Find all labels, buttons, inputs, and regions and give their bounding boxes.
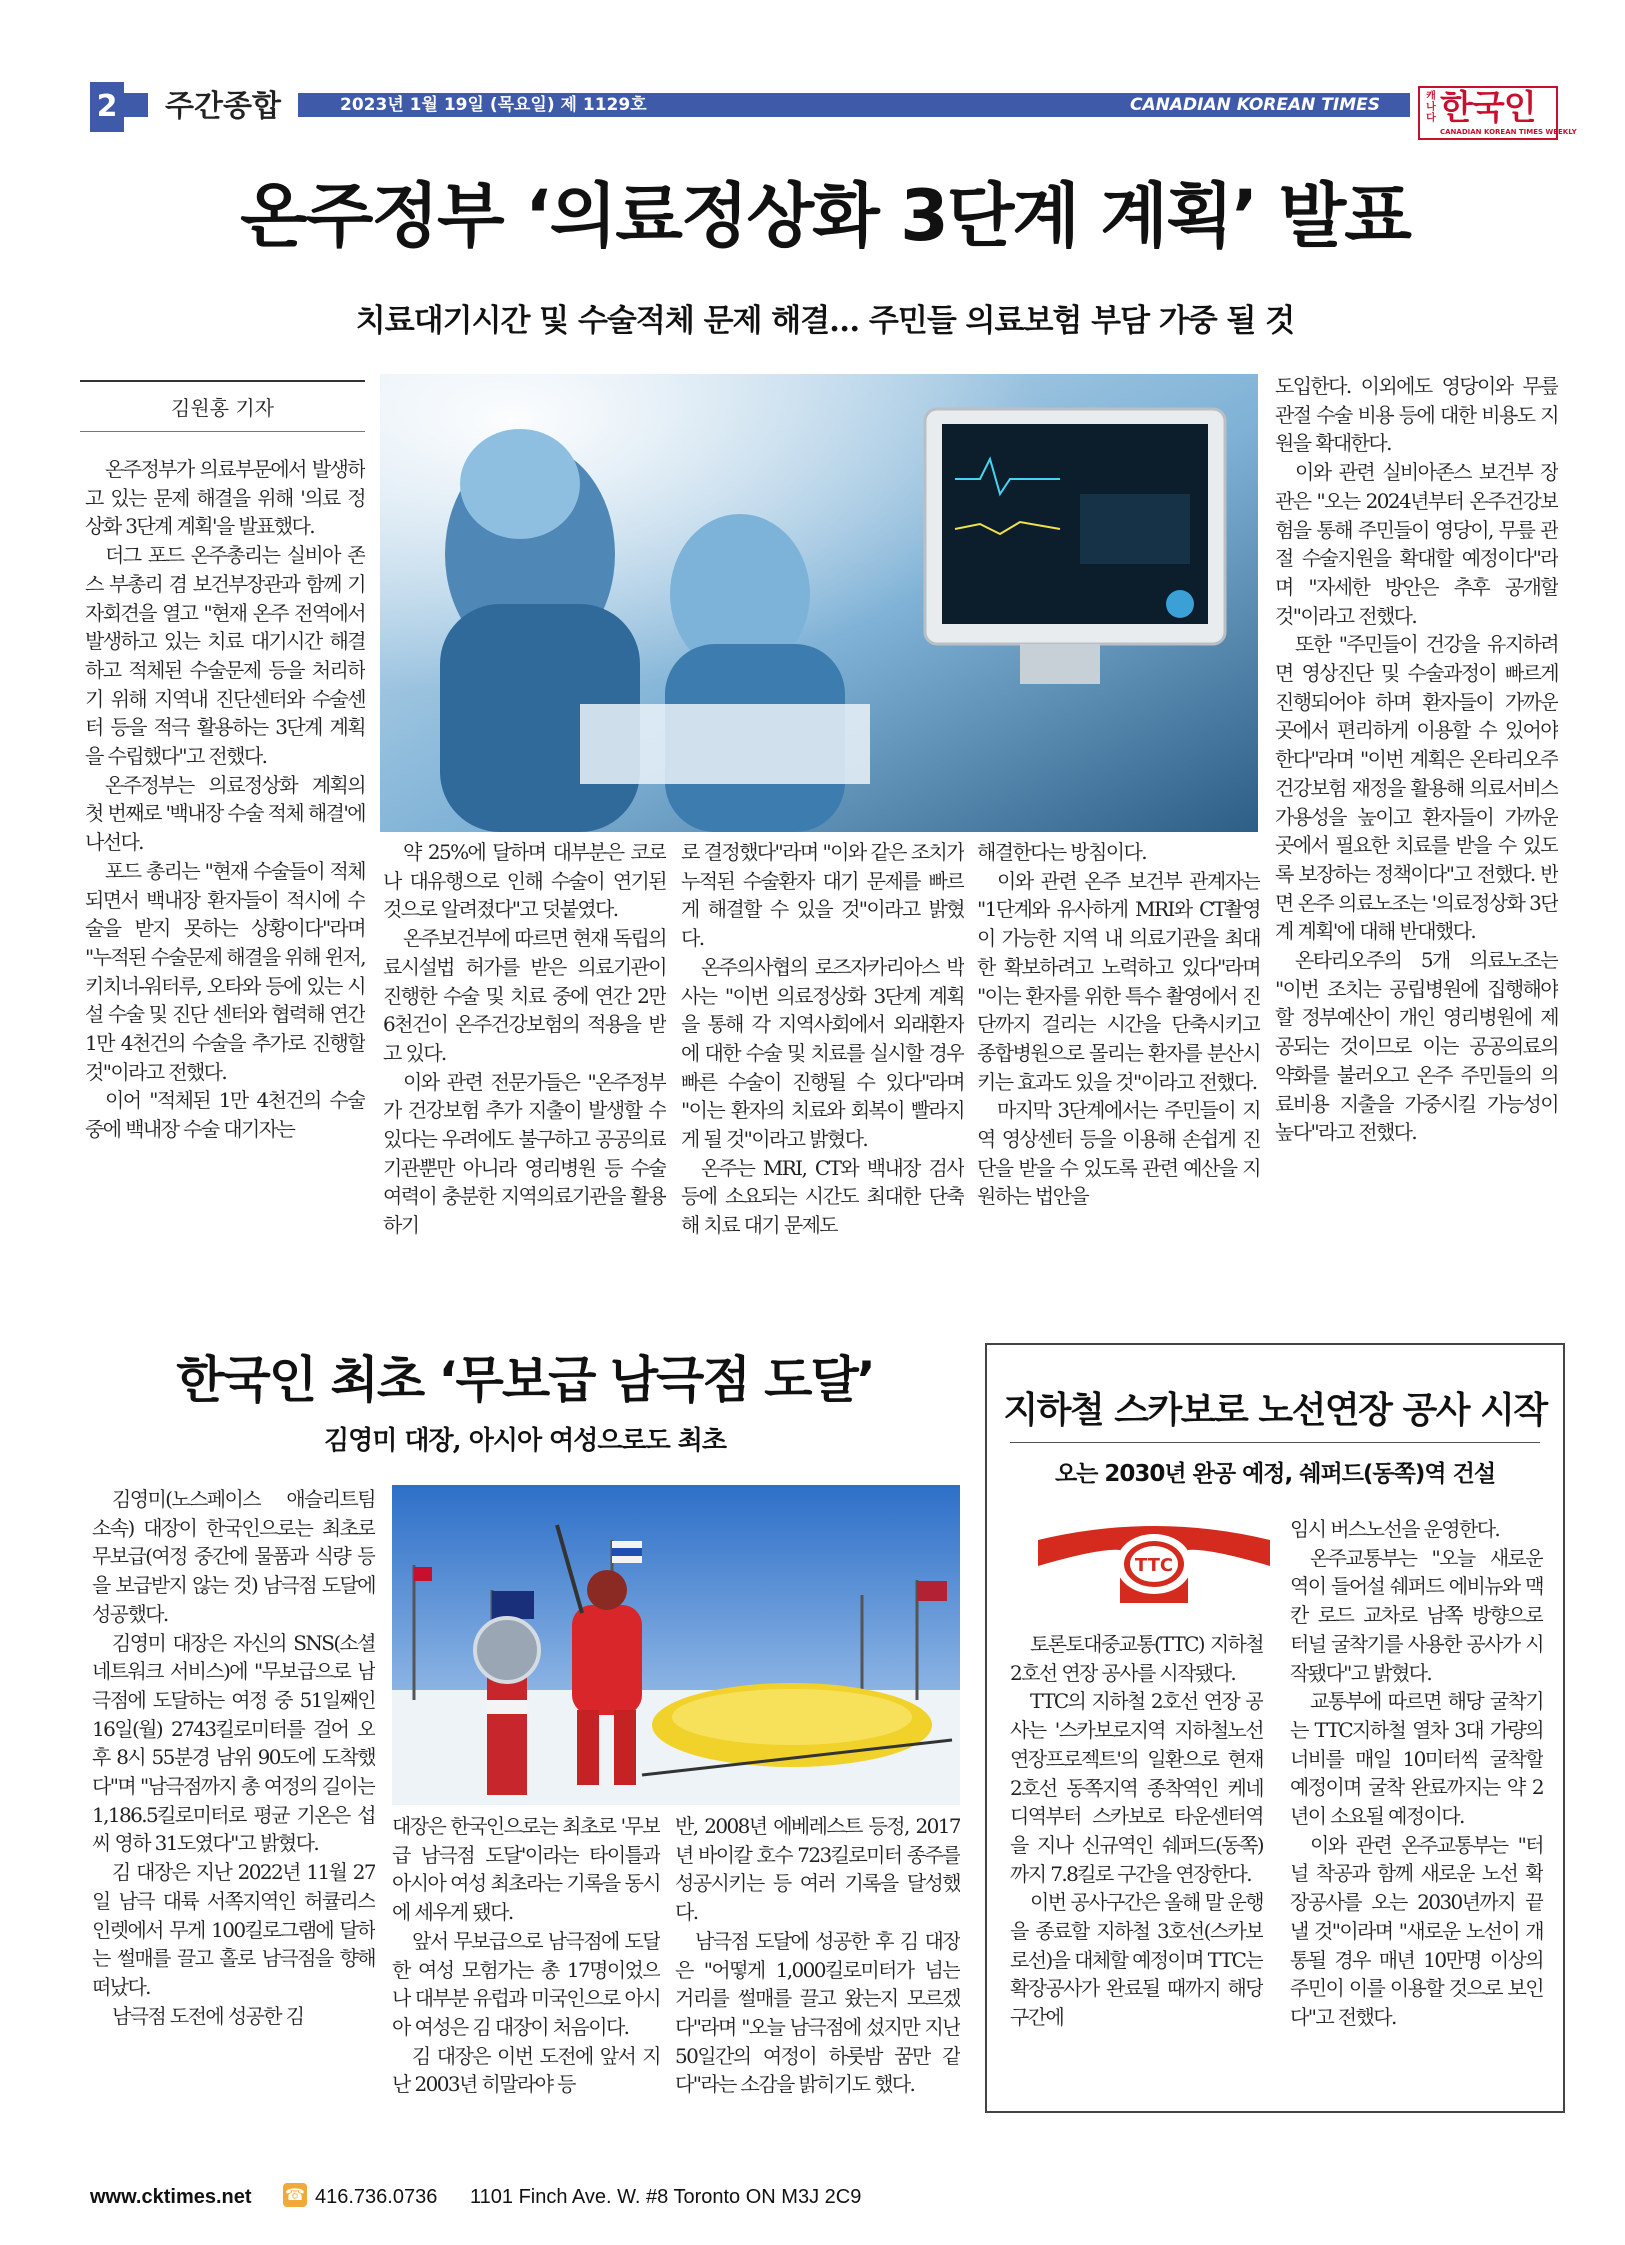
page-number: 2 [90, 82, 124, 132]
article1-column-4 [977, 838, 1260, 1283]
article1-column-2 [383, 838, 666, 1283]
paragraph: 또한 "주민들이 건강을 유지하려면 영상진단 및 수술과정이 빠르게 진행되어야 하며 환자들이 가까운 곳에서 편리하게 이용할 수 있어야 한다"라며 "이번 계획은 온타리오주건강보험 재정을 활용해 의료서비스 가용성을 높이고 환자들이 가까운 곳에서 필요한 치료를 받을 수 있도록 보장하는 정책이다"고 전했다. 반면 온주 의료노조는 '의료정상화 3단계 계획'에 대해 반대했다. [1275, 632, 1558, 944]
article2-column-1 [92, 1485, 375, 2115]
paragraph: 온주는 MRI, CT와 백내장 검사 등에 소요되는 시간도 최대한 단축해 치료 대기 문제도 [681, 1155, 964, 1238]
paragraph: 온타리오주의 5개 의료노조는 "이번 조치는 공립병원에 집행해야할 정부예산이 개인 영리병원에 제공되는 것이므로 이는 공공의료의 약화를 불러오고 온주 주민들의 의료비용 지출을 가중시킬 가능성이 높다"라고 전했다. [1275, 948, 1558, 1145]
article1-column-3 [681, 838, 964, 1283]
divider [1010, 1442, 1540, 1443]
logo-small-text: CANADIAN KOREAN TIMES WEEKLY [1440, 128, 1577, 136]
paragraph: 해결한다는 방침이다. [977, 840, 1146, 864]
article3-column-1 [1010, 1630, 1263, 2110]
article2-column-2 [392, 1812, 660, 2112]
paragraph: 반, 2008년 에베레스트 등정, 2017년 바이칼 호수 723킬로미터 종주를 성공시키는 등 여러 기록을 달성했다. [675, 1814, 960, 1925]
paragraph: 로 결정했다"라며 "이와 같은 조치가 누적된 수술환자 대기 문제를 빠르게 해결할 수 있을 것"이라고 밝혔다. [681, 840, 964, 951]
paragraph: 김영미 대장은 자신의 SNS(소셜네트워크 서비스)에 "무보급으로 남극점에 도달하는 여정 중 51일째인 16일(월) 2743킬로미터를 걸어 오후 8시 55분경 남위 90도에 도착했다"며 "남극점까지 총 여정의 길이는 1,186.5킬로미터로 평균 기온은 섭씨 영하 31도였다"고 밝혔다. [92, 1630, 375, 1856]
paragraph: 대장은 한국인으로는 최초로 '무보급 남극점 도달'이라는 타이틀과 아시아 여성 최초라는 기록을 동시에 세우게 됐다. [392, 1814, 660, 1925]
paragraph: 더그 포드 온주총리는 실비아 존스 부총리 겸 보건부장관과 함께 기자회견을 열고 "현재 온주 전역에서 발생하고 있는 치료 대기시간 해결하고 적체된 수술문제 등을 처리하기 위해 지역내 진단센터와 수술센터 등을 적극 활용하는 3단계 계획을 수립했다"고 전했다. [85, 543, 365, 769]
logo-text: 한국인 [1440, 88, 1536, 128]
south-pole-photo [392, 1485, 960, 1805]
article3-subheadline: 오는 2030년 완공 예정, 쉐퍼드(동쪽)역 건설 [1054, 1461, 1496, 1487]
footer-phone: 416.736.0736 [315, 2186, 438, 2208]
paragraph: 이와 관련 온주교통부는 "터널 착공과 함께 새로운 노선 확장공사를 오는 2030년까지 끝낼 것"이라며 "새로운 노선이 개통될 경우 매년 10만명 이상의 주민이 이를 이용할 것으로 보인다"고 전했다. [1290, 1832, 1543, 2029]
dateline: 2023년 1월 19일 (목요일) 제 1129호 [340, 95, 647, 115]
footer-address: 1101 Finch Ave. W. #8 Toronto ON M3J 2C9 [470, 2186, 862, 2208]
ttc-logo [1038, 1518, 1270, 1603]
article1-column-1 [85, 455, 365, 1283]
logo-vertical-text: 캐나다 [1426, 91, 1436, 124]
phone-icon: ☎ [283, 2183, 307, 2207]
paragraph: 온주정부는 의료정상화 계획의 첫 번째로 '백내장 수술 적체 해결'에 나선다. [85, 772, 365, 855]
article2-column-3 [675, 1812, 960, 2112]
footer-website[interactable]: www.cktimes.net [90, 2186, 252, 2208]
paragraph: 이어 "적체된 1만 4천건의 수술 중에 백내장 수술 대기자는 [85, 1088, 365, 1142]
paragraph: 김 대장은 이번 도전에 앞서 지난 2003년 히말라야 등 [392, 2043, 660, 2097]
paragraph: 이와 관련 온주 보건부 관계자는 "1단계와 유사하게 MRI와 CT촬영이 가능한 지역 내 의료기관을 최대한 확보하려고 노력하고 있다"라며 "이는 환자를 위한 특수 촬영에서 진단까지 걸리는 시간을 단축시키고 종합병원으로 몰리는 환자를 분산시키는 효과도 있을 것"이라고 전했다. [977, 868, 1260, 1094]
paragraph: 온주교통부는 "오늘 새로운 역이 들어설 쉐퍼드 에비뉴와 맥칸 로드 교차로 남쪽 방향으로 터널 굴착기를 사용한 공사가 시작됐다"고 밝혔다. [1290, 1545, 1543, 1685]
paragraph: 마지막 3단계에서는 주민들이 지역 영상센터 등을 이용해 손쉽게 진단을 받을 수 있도록 관련 예산을 지원하는 법안을 [977, 1098, 1260, 1209]
paragraph: 온주보건부에 따르면 현재 독립의료시설법 허가를 받은 의료기관이 진행한 수술 및 치료 중에 연간 2만 6천건이 온주건강보험의 적용을 받고 있다. [383, 926, 666, 1065]
paragraph: 이와 관련 실비아존스 보건부 장관은 "오는 2024년부터 온주건강보험을 통해 주민들이 영당이, 무릎 관절 수술지원을 확대할 예정이다"라며 "자세한 방안은 추후 공개할 것"이라고 전했다. [1275, 460, 1558, 628]
article1-headline: 온주정부 ‘의료정상화 3단계 계획’ 발표 [240, 175, 1410, 257]
paragraph: 김영미(노스페이스 애슬리트팀 소속) 대장이 한국인으로는 최초로 무보급(여정 중간에 물품과 식량 등을 보급받지 않는 것) 남극점 도달에 성공했다. [92, 1487, 375, 1626]
article2-headline: 한국인 최초 ‘무보급 남극점 도달’ [176, 1351, 874, 1409]
article3-headline: 지하철 스카보로 노선연장 공사 시작 [1003, 1390, 1547, 1431]
paragraph: 온주의사협의 로즈자카리아스 박사는 "이번 의료정상화 3단계 계획을 통해 각 지역사회에서 외래환자에 대한 수술 및 치료를 실시할 경우 빠른 수술이 진행될 수 있다"라며 "이는 환자의 치료와 회복이 빨라지게 될 것"이라고 밝혔다. [681, 954, 964, 1152]
paragraph: 도입한다. 이외에도 영당이와 무릎 관절 수술 비용 등에 대한 비용도 지원을 확대한다. [1275, 374, 1558, 456]
paragraph: 이와 관련 전문가들은 "온주정부가 건강보험 추가 지출이 발생할 수 있다는 우려에도 불구하고 공공의료기관뿐만 아니라 영리병원 등 수술 여력이 충분한 지역의료기관을 활용하기 [383, 1069, 666, 1238]
surgery-photo [380, 374, 1258, 832]
newspaper-logo [1418, 86, 1577, 140]
article1-byline: 김원홍 기자 [80, 380, 365, 432]
paragraph: 남극점 도달에 성공한 후 김 대장은 "어떻게 1,000킬로미터가 넘는 거리를 썰매를 끌고 왔는지 모르겠다"라며 "오늘 남극점에 섰지만 지난 50일간의 여정이 하룻밤 꿈만 같다"라는 소감을 밝히기도 했다. [675, 1928, 960, 2097]
article2-subheadline: 김영미 대장, 아시아 여성으로도 최초 [324, 1426, 726, 1456]
article1-subheadline: 치료대기시간 및 수술적체 문제 해결… 주민들 의료보험 부담 가중 될 것 [355, 303, 1295, 339]
paragraph: 앞서 무보급으로 남극점에 도달한 여성 모험가는 총 17명이었으나 대부분 유럽과 미국인으로 아시아 여성은 김 대장이 처음이다. [392, 1928, 660, 2039]
paragraph: 이번 공사구간은 올해 말 운행을 종료할 지하철 3호선(스카보로선)을 대체할 예정이며 TTC는 확장공사가 완료될 때까지 해당 구간에 [1010, 1890, 1263, 2030]
article1-column-5 [1275, 372, 1558, 1284]
article3-column-2 [1290, 1515, 1543, 2111]
section-title: 주간종합 [148, 82, 298, 132]
paper-name-en: CANADIAN KOREAN TIMES [1130, 95, 1380, 115]
paragraph: 임시 버스노선을 운영한다. [1290, 1517, 1500, 1541]
paragraph: 온주정부가 의료부문에서 발생하고 있는 문제 해결을 위해 '의료 정상화 3단계 계획'을 발표했다. [85, 457, 365, 539]
paragraph: 남극점 도전에 성공한 김 [112, 2003, 304, 2028]
paragraph: 토론토대중교통(TTC) 지하철 2호선 연장 공사를 시작됐다. [1010, 1632, 1263, 1685]
paragraph: 김 대장은 지난 2022년 11월 27일 남극 대륙 서쪽지역인 허큘리스 인렛에서 무게 100킬로그램에 달하는 썰매를 끌고 홀로 남극점을 향해 떠났다. [92, 1860, 375, 1999]
ttc-logo-letters: TTC [1134, 1555, 1174, 1576]
paragraph: 약 25%에 달하며 대부분은 코로나 대유행으로 인해 수술이 연기된 것으로 알려졌다"고 덧붙였다. [383, 840, 666, 922]
paragraph: 포드 총리는 "현재 수술들이 적체되면서 백내장 환자들이 적시에 수술을 받지 못하는 상황이다"라며 "누적된 수술문제 해결을 위해 윈저, 키치너-워터루, 오타와 등에 있는 시설 수술 및 진단 센터와 협력해 연간 1만 4천건의 수술을 추가로 진행할 것"이라고 전했다. [85, 858, 365, 1084]
paragraph: 교통부에 따르면 해당 굴착기는 TTC지하철 열차 3대 가량의 너비를 매일 10미터씩 굴착할 예정이며 굴착 완료까지는 약 2년이 소요될 예정이다. [1290, 1689, 1543, 1829]
paragraph: TTC의 지하철 2호선 연장 공사는 '스카보로지역 지하철노선 연장프로젝트'의 일환으로 현재 2호선 동쪽지역 종착역인 케네디역부터 스카보로 타운센터역을 지나 신규역인 쉐퍼드(동쪽)까지 7.8킬로 구간을 연장한다. [1010, 1689, 1263, 1886]
